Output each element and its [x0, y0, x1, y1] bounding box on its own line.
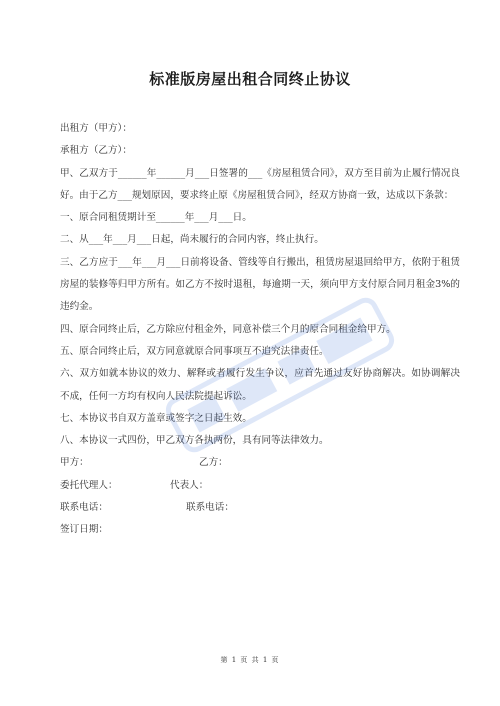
lessee-label: 承租方（乙方）： — [60, 145, 132, 157]
sign-date-label: 签订日期： — [60, 524, 108, 536]
clause-4: 四、原合同终止后，乙方除应付租金外，同意补偿三个月的原合同租金给甲方。 — [60, 323, 396, 335]
signature-row-parties — [60, 452, 460, 474]
phone-b-label: 联系电话： — [186, 502, 234, 514]
party-a-label: 甲方： — [60, 457, 89, 469]
signature-row-phones — [60, 497, 460, 519]
clause-6: 六、双方如就本协议的效力、解释或者履行发生争议，应首先通过友好协商解决。如协调解决不成，任何一方均有权向人民法院提起诉讼。 — [60, 368, 460, 402]
agent-label: 委托代理人： — [60, 479, 118, 491]
clause-5: 五、原合同终止后，双方同意就原合同事项互不追究法律责任。 — [60, 345, 329, 357]
party-b-label: 乙方： — [199, 457, 228, 469]
phone-a-label: 联系电话： — [60, 502, 108, 514]
clause-2: 二、从___年___月___日起，尚未履行的合同内容，终止执行。 — [60, 234, 324, 246]
clause-7: 七、本协议书自双方盖章或签字之日起生效。 — [60, 412, 252, 424]
page-footer: 第 1 页 共 1 页 — [220, 656, 280, 664]
clause-1: 一、原合同租赁期计至______年___月___日。 — [60, 212, 252, 224]
lessor-label: 出租方（甲方）： — [60, 123, 132, 134]
representative-label: 代表人： — [170, 479, 209, 491]
clause-8: 八、本协议一式四份，甲乙双方各执两份，具有同等法律效力。 — [60, 435, 329, 447]
agreement-body — [60, 118, 460, 542]
page-title: 标准版房屋出租合同终止协议 — [149, 70, 351, 88]
signature-row-agents — [60, 475, 460, 497]
clause-3: 三、乙方应于___年___月___日前将设备、管线等自行搬出，租赁房屋退回给甲方，依附于租赁房屋的装修等归甲方所有。如乙方不按时退租，每逾期一天，须向甲方支付原合同月租金3%的违约金。 — [60, 256, 460, 313]
intro-paragraph: 甲、乙双方于______年______月___日签署的___《房屋租赁合同》，双方至目前为止履行情况良好。由于乙方___规划原因，要求终止原《房屋租赁合同》，经双方协商一致，达成以下条款： — [60, 167, 460, 201]
